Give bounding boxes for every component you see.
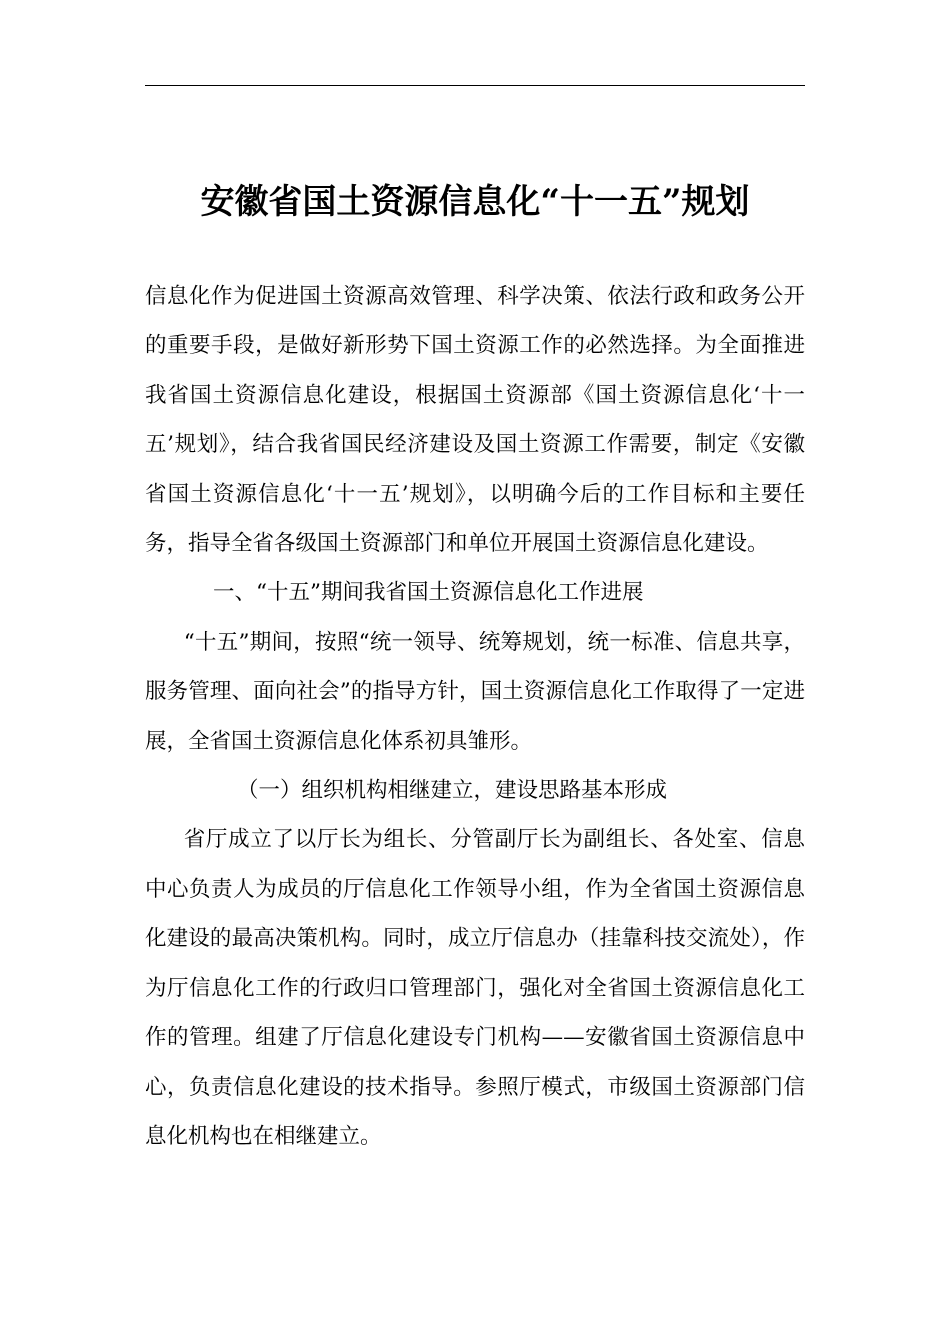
section-1-paragraph: “十五”期间，按照“统一领导、统筹规划，统一标准、信息共享，服务管理、面向社会”的指导方针，国土资源信息化工作取得了一定进展，全省国土资源信息化体系初具雏形。 <box>145 629 805 754</box>
document-title: 安徽省国土资源信息化“十一五”规划 <box>200 182 750 222</box>
document-body <box>145 272 805 1161</box>
subsection-1-paragraph: 省厅成立了以厅长为组长、分管副厅长为副组长、各处室、信息中心负责人为成员的厅信息化工作领导小组，作为全省国土资源信息化建设的最高决策机构。同时，成立厅信息办（挂靠科技交流处），作为厅信息化工作的行政归口管理部门，强化对全省国土资源信息化工作的管理。组建了厅信息化建设专门机构——安徽省国土资源信息中心，负责信息化建设的技术指导。参照厅模式，市级国土资源部门信息化机构也在相继建立。 <box>145 827 805 1149</box>
intro-paragraph: 信息化作为促进国土资源高效管理、科学决策、依法行政和政务公开的重要手段，是做好新形势下国土资源工作的必然选择。为全面推进我省国土资源信息化建设，根据国土资源部《国土资源信息化‘十一五’规划》，结合我省国民经济建设及国土资源工作需要，制定《安徽省国土资源信息化‘十一五’规划》，以明确今后的工作目标和主要任务，指导全省各级国土资源部门和单位开展国土资源信息化建设。 <box>145 284 805 557</box>
subsection-1-heading: （一）组织机构相继建立，建设思路基本形成 <box>237 778 668 804</box>
header-rule <box>145 85 805 86</box>
section-1-heading: 一、“十五”期间我省国土资源信息化工作进展 <box>213 580 644 606</box>
